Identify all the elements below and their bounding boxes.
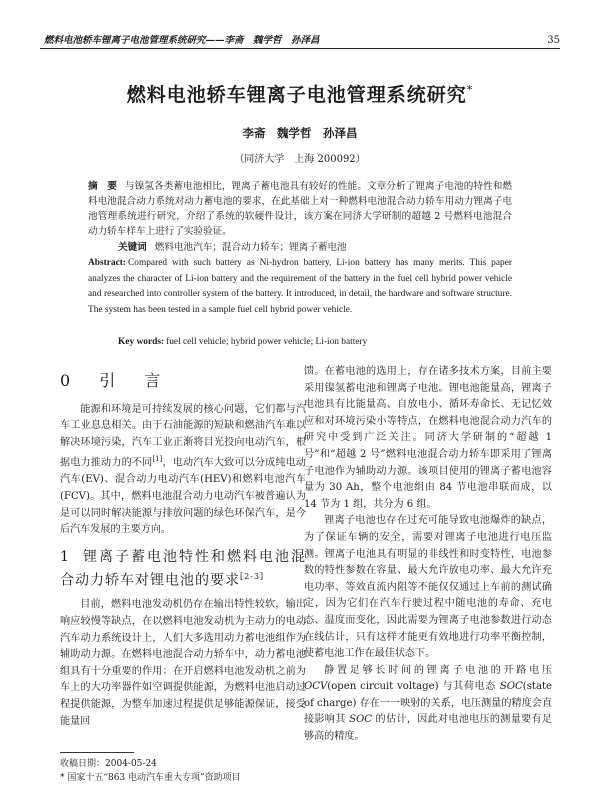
- paper-title-text: 燃料电池轿车锂离子电池管理系统研究: [126, 84, 467, 106]
- abstract-en-label: Abstract:: [88, 258, 127, 268]
- abstract-en-text: Compared with such battery as Ni-hydron battery, Li-ion battery has many merits. This paper analyzes the character of Li-ion battery and the requirement of the battery in the fuel cell hybrid power vehicle and researched into controller system of the battery. It introduced, in detail, the hardware and software structure. The system has been tested in a sample fuel cell hybrid power vehicle.: [88, 258, 512, 315]
- keywords-en: [118, 335, 512, 350]
- authors: 李斋 魏学哲 孙泽昌: [242, 126, 358, 140]
- soc-symbol-2: SOC: [349, 714, 373, 726]
- para3-text-a: 静置足够长时间的锂离子电池的开路电压: [324, 664, 552, 676]
- keywords-zh-label: 关键词: [118, 242, 147, 253]
- citation-1: [1]: [152, 455, 163, 464]
- soc-symbol: SOC: [499, 681, 523, 693]
- right-paragraph-3: [304, 663, 552, 746]
- citation-2-3: [2-3]: [240, 571, 265, 581]
- keywords-zh: [118, 240, 512, 255]
- running-header: [44, 28, 560, 46]
- paper-title: [40, 80, 560, 107]
- section-0-text: 能源和环境是可持续发展的核心问题，它们都与汽车工业息息相关。由于石油能源的短缺和燃油汽车难以解决环境污染，汽车工业正渐将目光投向电动汽车，根据电力推动力的不同: [60, 403, 306, 469]
- footnote: [60, 757, 306, 785]
- right-paragraph-1: 馈。在蓄电池的选用上，存在诸多技术方案，目前主要采用镍氢蓄电池和锂离子电池。锂电池能量高，锂离子电池具有比能量高、自放电小、循环寿命长、无记忆效应和对环境污染小等特点，在燃料电池混合动力汽车的研究中受到广泛关注。同济大学研制的“超越 1 号”和“超越 2 号”燃料电池混合动力轿车即采用了锂离子电池作为辅助动力源。该项目使用的锂离子蓄电池容量为 30 Ah，整个电池组由 84 节电池串联而成，以 14 节为 1 组，共分为 6 组。: [304, 366, 552, 510]
- section-1-heading: [60, 548, 306, 591]
- affiliation: （同济大学 上海 200092）: [234, 154, 366, 165]
- abstract-zh: [88, 179, 512, 239]
- footnote-fund: * 国家十五“863 电动汽车重大专项”资助项目: [60, 773, 241, 783]
- section-1-title: 锂离子蓄电池特性和燃料电池混合动力轿车对锂电池的要求: [60, 548, 306, 589]
- ocv-symbol: OCV: [304, 681, 328, 693]
- keywords-en-text: fuel cell vehicle; hybrid power vehicle; Li-ion battery: [166, 337, 368, 347]
- keywords-zh-text: 燃料电池汽车；混合动力轿车；锂离子蓄电池: [154, 242, 347, 253]
- section-0-heading: 0 引 言: [60, 371, 173, 390]
- right-column: [304, 364, 552, 746]
- left-column: [60, 364, 306, 730]
- abstract-zh-label: 摘 要: [88, 181, 118, 192]
- title-footnote-mark: *: [466, 83, 474, 97]
- abstract-en: [88, 256, 512, 318]
- section-1-number: 1: [60, 548, 70, 565]
- header-rule: [40, 48, 560, 49]
- footnote-rule: [60, 752, 134, 753]
- footnote-received-date: 收稿日期：2004-05-24: [60, 759, 157, 769]
- right-paragraph-2: 锂离子电池也存在过充可能导致电池爆炸的缺点，为了保证车辆的安全，需要对锂离子电池进行电压监测。锂离子电池具有明显的非线性和时变特性，电池参数的特性参数在容量、最大允许放电功率、最大允许充电功率、等效直流内阻等不能仅仅通过上车前的测试确定，因为它们在汽车行驶过程中随电池的寿命、充电态、温度而变化，因此需要为锂离子电池参数进行动态在线估计，只有这样才能更有效地进行功率平衡控制，使蓄电池工作在最佳状态下。: [304, 515, 552, 660]
- section-1-paragraph: 目前，燃料电池发动机仍存在输出特性较软，输出响应较慢等缺点，在以燃料电池发动机为主动力的电动汽车动力系统设计上，人们大多选用动力蓄电池组作为辅助动力源。在燃料电池混合动力轿车中，动力蓄电池组具有十分重要的作用：在开启燃料电池发动机之前为车上的大功率器件如空调提供能源，为燃料电池启动过程提供能源，为整车加速过程提供足够能源保证，接受能量回: [60, 599, 306, 727]
- para3-text-b: (open circuit voltage) 与其荷电态: [327, 681, 500, 693]
- page-number: 35: [547, 35, 560, 46]
- keywords-en-label: Key words:: [118, 337, 165, 347]
- abstract-zh-text: 与镍氢各类蓄电池相比，锂离子蓄电池具有较好的性能。文章分析了锂离子电池的特性和燃料电池混合动力系统对动力蓄电池的要求，在此基础上对一种燃料电池混合动力轿车用动力锂离子电池管理系统进行研究，介绍了系统的软硬件设计，该方案在同济大学研制的超越 2 号燃料电池混合动力轿车样车上进行了实验验证。: [88, 181, 513, 237]
- section-0-paragraph: [60, 402, 306, 539]
- para3-text-d: 的估计，因此对电池电压的测量要有足够高的精度。: [304, 714, 552, 743]
- running-header-text: 燃料电池轿车锂离子电池管理系统研究——李斋 魏学哲 孙泽昌: [44, 35, 320, 46]
- para3-text-c: (state of charge) 存在一一映射的关系，电压测量的精度会直接影响其: [304, 681, 552, 726]
- section-0-text-cont: ，电动汽车大致可以分成纯电动汽车(EV)、混合动力电动汽车(HEV)和燃料电池汽车(FCV)。其中，燃料电池混合动力电动汽车被普遍认为是可以同时解决能源与排放问题的绿色环保汽车，是今后汽车发展的主要方向。: [60, 457, 307, 536]
